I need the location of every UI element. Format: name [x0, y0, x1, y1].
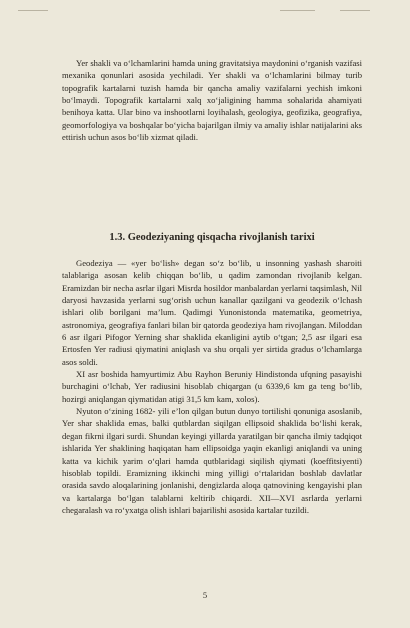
top-rule-mid [280, 10, 315, 11]
history-paragraph-1: Geodeziya — «yer bo‘lish» degan so‘z bo‘lib, u insonning yashash sharoiti talablariga asosan kelib chiqqan bo‘lib, u qadim zamondan rivojlanib kelgan. Eramizdan bir necha asrlar ilgari Misrda hosildor manbalardan yerlarni taqsimlash, Nil daryosi havzasida yerlarni sug‘orish uchun kanallar qazilgani va geodezik o‘lchash ishlari olib borilgani ma’lum. Qadimgi Yunonistonda matematika, geometriya, astronomiya, geografiya fanlari bilan bir qatorda geodeziya ham rivojlangan. Miloddan 6 asr ilgari Pifogor Yerning shar shaklida ekanligini aytib o‘tgan; 2,5 asr ilgari esa Ertosfen Yer radiusi qiymatini aniqlash va shu orqali yer sirtida gradus o‘lchamlarga asos soldi. [62, 258, 362, 367]
top-rule-right [340, 10, 370, 11]
page-number: 5 [202, 590, 208, 600]
history-block [62, 257, 362, 516]
top-rule-left [18, 10, 48, 11]
history-paragraph-3: Nyuton o‘zining 1682- yili e’lon qilgan butun dunyo tortilishi qonuniga asoslanib, Yer shar shaklida emas, balki qutblardan siqilgan ellipsoid shaklida bo‘lishi kerak, degan fikrni ilgari surdi. Shundan keyingi yillarda yaratilgan bir qancha ilmiy tadqiqot ishlarida Yer shaklining haqiqatan ham ellipsoidga yaqin ekanligi aniqlandi va uning katta va kichik yarim o‘qlari hamda qutblaridagi siqilish qiymati (koeffitsiyenti) hisoblab topildi. Eramizning ikkinchi ming yilligi o‘rtalaridan boshlab davlatlar orasida savdo aloqalarining jonlanishi, dengizlarda aloqa qatnovining kengayishi plan va kartalarga bo‘lgan talablarni keltirib chiqardi. XII—XVI asrlarda yerlarni chegaralash va ro‘yxatga olish ishlari bajarilishi asosida kartalar tuzildi. [62, 406, 362, 515]
intro-block [62, 57, 362, 143]
intro-paragraph: Yer shakli va o‘lchamlarini hamda uning gravitatsiya maydonini o‘rganish vazifasi mexanika qonunlari asosida yechiladi. Yer shakli va o‘lchamlarini bilmay turib topografik kartalarni tuzish hamda bir qancha amaliy vazifalarni yechish imkoni bo‘lmaydi. Topografik kartalarni xalq xo‘jaligining hamma sohalarida ahamiyati benihoya katta. Ular bino va inshootlarni loyihalash, geologiya, geofizika, geografiya, geomorfologiya va boshqalar bo‘yicha bajarilgan ilmiy va amaliy ishlar natijalarini aks ettirish uchun asos bo‘lib xizmat qiladi. [62, 58, 362, 143]
history-paragraph-2: XI asr boshida hamyurtimiz Abu Rayhon Beruniy Hindistonda ufqning pasayishi burchagini o‘lchab, Yer radiusini hisoblab chiqargan (u 6339,6 km ga teng bo‘lib, hozirgi aniqlangan qiymatidan atigi 31,5 km kam, xolos). [62, 369, 362, 404]
section-heading: 1.3. Geodeziyaning qisqacha rivojlanish tarixi [109, 232, 315, 243]
